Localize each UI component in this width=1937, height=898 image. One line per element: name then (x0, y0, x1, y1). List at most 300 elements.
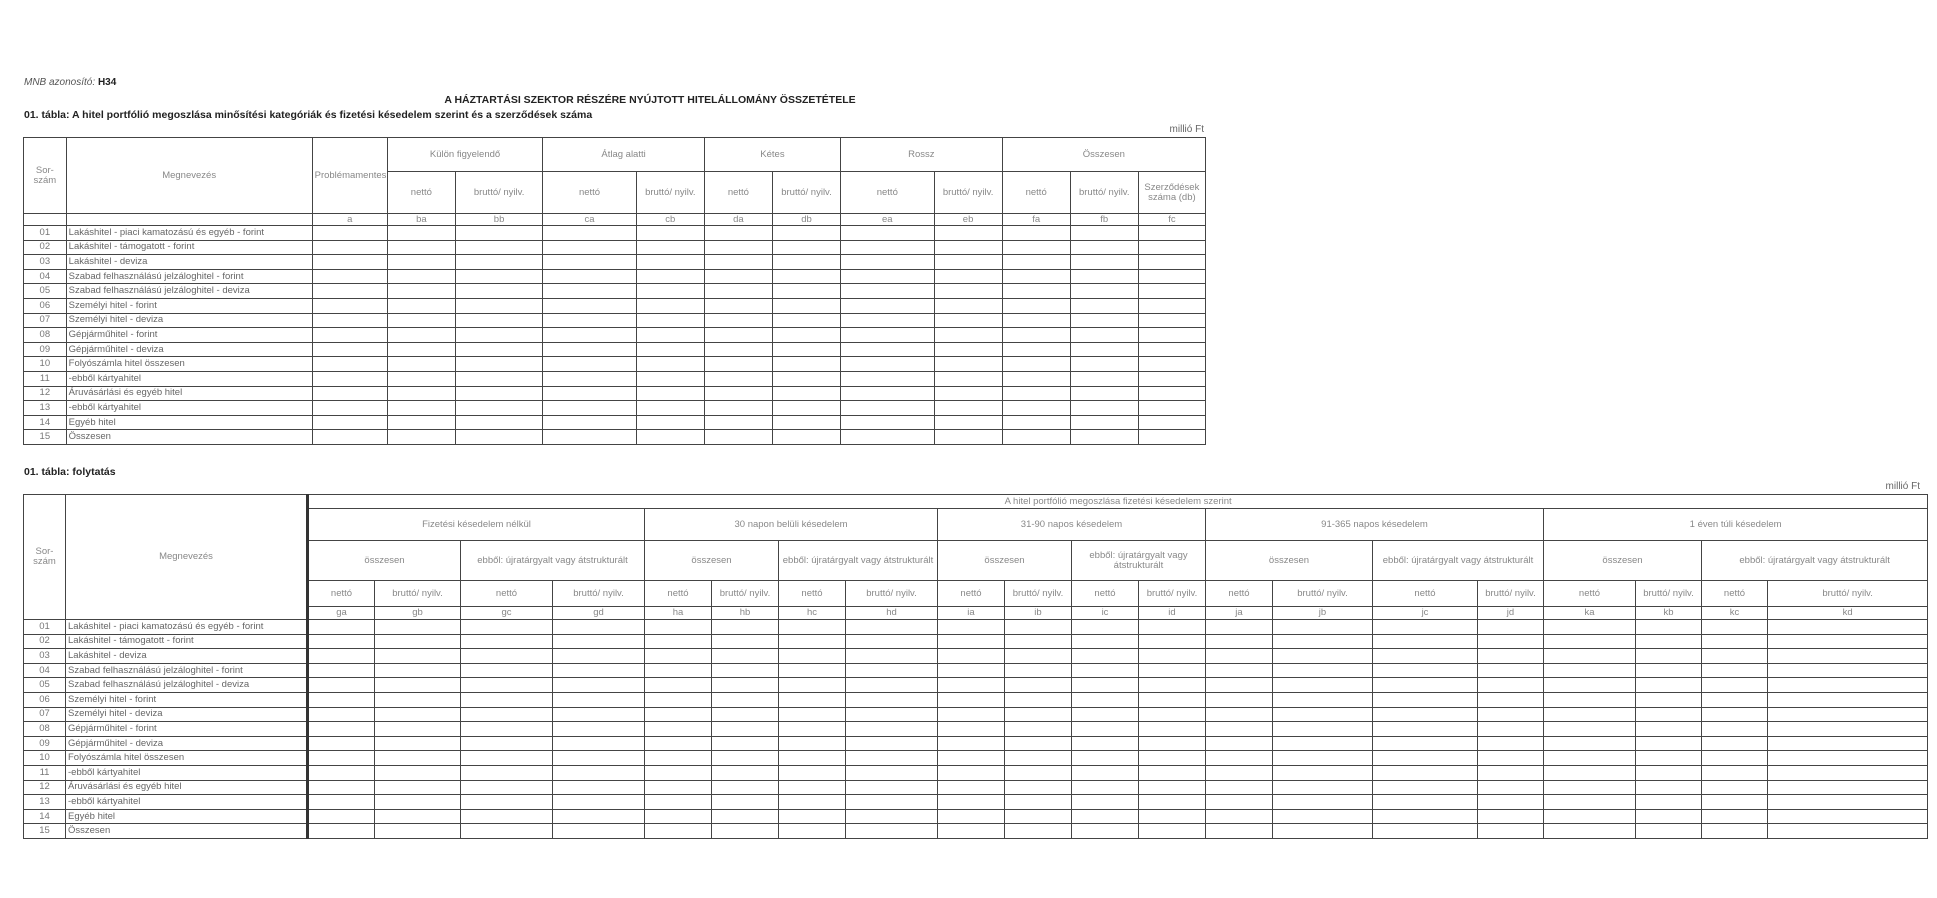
data-cell[interactable] (1139, 736, 1206, 751)
data-cell[interactable] (1478, 649, 1544, 664)
data-cell[interactable] (312, 313, 387, 328)
data-cell[interactable] (1139, 780, 1206, 795)
data-cell[interactable] (1206, 692, 1273, 707)
data-cell[interactable] (934, 371, 1002, 386)
data-cell[interactable] (1768, 649, 1928, 664)
data-cell[interactable] (1005, 736, 1072, 751)
data-cell[interactable] (1768, 692, 1928, 707)
data-cell[interactable] (312, 269, 387, 284)
data-cell[interactable] (1636, 663, 1702, 678)
data-cell[interactable] (461, 765, 553, 780)
data-cell[interactable] (543, 313, 637, 328)
data-cell[interactable] (387, 284, 455, 299)
data-cell[interactable] (1206, 751, 1273, 766)
data-cell[interactable] (1139, 663, 1206, 678)
data-cell[interactable] (543, 386, 637, 401)
data-cell[interactable] (1139, 765, 1206, 780)
data-cell[interactable] (387, 386, 455, 401)
data-cell[interactable] (841, 415, 935, 430)
data-cell[interactable] (712, 634, 779, 649)
data-cell[interactable] (1768, 780, 1928, 795)
data-cell[interactable] (938, 809, 1005, 824)
data-cell[interactable] (1070, 328, 1138, 343)
data-cell[interactable] (772, 284, 840, 299)
data-cell[interactable] (461, 649, 553, 664)
data-cell[interactable] (1005, 692, 1072, 707)
data-cell[interactable] (308, 620, 375, 635)
data-cell[interactable] (841, 269, 935, 284)
data-cell[interactable] (1702, 707, 1768, 722)
data-cell[interactable] (772, 342, 840, 357)
data-cell[interactable] (636, 401, 704, 416)
data-cell[interactable] (636, 298, 704, 313)
data-cell[interactable] (772, 430, 840, 445)
data-cell[interactable] (1005, 634, 1072, 649)
data-cell[interactable] (938, 707, 1005, 722)
data-cell[interactable] (636, 226, 704, 241)
data-cell[interactable] (1072, 692, 1139, 707)
data-cell[interactable] (1702, 649, 1768, 664)
data-cell[interactable] (1273, 824, 1373, 839)
data-cell[interactable] (553, 765, 645, 780)
data-cell[interactable] (712, 751, 779, 766)
data-cell[interactable] (308, 795, 375, 810)
data-cell[interactable] (1478, 765, 1544, 780)
data-cell[interactable] (1139, 722, 1206, 737)
data-cell[interactable] (1702, 620, 1768, 635)
data-cell[interactable] (1139, 692, 1206, 707)
data-cell[interactable] (455, 313, 542, 328)
data-cell[interactable] (934, 386, 1002, 401)
data-cell[interactable] (1072, 663, 1139, 678)
data-cell[interactable] (1373, 692, 1478, 707)
data-cell[interactable] (455, 357, 542, 372)
data-cell[interactable] (1002, 342, 1070, 357)
data-cell[interactable] (1002, 415, 1070, 430)
data-cell[interactable] (387, 342, 455, 357)
data-cell[interactable] (1373, 795, 1478, 810)
data-cell[interactable] (846, 722, 938, 737)
data-cell[interactable] (938, 649, 1005, 664)
data-cell[interactable] (1070, 401, 1138, 416)
data-cell[interactable] (308, 634, 375, 649)
data-cell[interactable] (636, 328, 704, 343)
data-cell[interactable] (1273, 751, 1373, 766)
data-cell[interactable] (1138, 284, 1205, 299)
data-cell[interactable] (1768, 765, 1928, 780)
data-cell[interactable] (1373, 678, 1478, 693)
data-cell[interactable] (779, 663, 846, 678)
data-cell[interactable] (1636, 649, 1702, 664)
data-cell[interactable] (846, 751, 938, 766)
data-cell[interactable] (1206, 649, 1273, 664)
data-cell[interactable] (1072, 824, 1139, 839)
data-cell[interactable] (1070, 284, 1138, 299)
data-cell[interactable] (846, 707, 938, 722)
data-cell[interactable] (1636, 722, 1702, 737)
data-cell[interactable] (934, 415, 1002, 430)
data-cell[interactable] (375, 736, 461, 751)
data-cell[interactable] (543, 328, 637, 343)
data-cell[interactable] (543, 415, 637, 430)
data-cell[interactable] (375, 692, 461, 707)
data-cell[interactable] (543, 401, 637, 416)
data-cell[interactable] (1138, 298, 1205, 313)
data-cell[interactable] (553, 722, 645, 737)
data-cell[interactable] (1072, 795, 1139, 810)
data-cell[interactable] (1702, 678, 1768, 693)
data-cell[interactable] (461, 736, 553, 751)
data-cell[interactable] (455, 342, 542, 357)
data-cell[interactable] (1005, 824, 1072, 839)
data-cell[interactable] (712, 678, 779, 693)
data-cell[interactable] (553, 678, 645, 693)
data-cell[interactable] (461, 663, 553, 678)
data-cell[interactable] (1005, 620, 1072, 635)
data-cell[interactable] (461, 634, 553, 649)
data-cell[interactable] (312, 328, 387, 343)
data-cell[interactable] (712, 692, 779, 707)
data-cell[interactable] (712, 765, 779, 780)
data-cell[interactable] (375, 663, 461, 678)
data-cell[interactable] (387, 269, 455, 284)
data-cell[interactable] (461, 678, 553, 693)
data-cell[interactable] (1138, 401, 1205, 416)
data-cell[interactable] (1138, 386, 1205, 401)
data-cell[interactable] (543, 342, 637, 357)
data-cell[interactable] (1002, 240, 1070, 255)
data-cell[interactable] (308, 707, 375, 722)
data-cell[interactable] (938, 678, 1005, 693)
data-cell[interactable] (1478, 722, 1544, 737)
data-cell[interactable] (553, 620, 645, 635)
data-cell[interactable] (455, 269, 542, 284)
data-cell[interactable] (704, 298, 772, 313)
data-cell[interactable] (387, 357, 455, 372)
data-cell[interactable] (846, 649, 938, 664)
data-cell[interactable] (553, 649, 645, 664)
data-cell[interactable] (455, 371, 542, 386)
data-cell[interactable] (1636, 620, 1702, 635)
data-cell[interactable] (1002, 386, 1070, 401)
data-cell[interactable] (779, 824, 846, 839)
data-cell[interactable] (553, 663, 645, 678)
data-cell[interactable] (1206, 620, 1273, 635)
data-cell[interactable] (712, 663, 779, 678)
data-cell[interactable] (375, 678, 461, 693)
data-cell[interactable] (1478, 634, 1544, 649)
data-cell[interactable] (704, 269, 772, 284)
data-cell[interactable] (1206, 795, 1273, 810)
data-cell[interactable] (1273, 663, 1373, 678)
data-cell[interactable] (645, 649, 712, 664)
data-cell[interactable] (934, 357, 1002, 372)
data-cell[interactable] (779, 692, 846, 707)
data-cell[interactable] (934, 328, 1002, 343)
data-cell[interactable] (308, 765, 375, 780)
data-cell[interactable] (712, 809, 779, 824)
data-cell[interactable] (636, 386, 704, 401)
data-cell[interactable] (1273, 634, 1373, 649)
data-cell[interactable] (1273, 809, 1373, 824)
data-cell[interactable] (1273, 736, 1373, 751)
data-cell[interactable] (1005, 678, 1072, 693)
data-cell[interactable] (1702, 736, 1768, 751)
data-cell[interactable] (461, 707, 553, 722)
data-cell[interactable] (1702, 722, 1768, 737)
data-cell[interactable] (1005, 722, 1072, 737)
data-cell[interactable] (645, 736, 712, 751)
data-cell[interactable] (779, 751, 846, 766)
data-cell[interactable] (312, 240, 387, 255)
data-cell[interactable] (375, 765, 461, 780)
data-cell[interactable] (1273, 795, 1373, 810)
data-cell[interactable] (1138, 313, 1205, 328)
data-cell[interactable] (712, 620, 779, 635)
data-cell[interactable] (1768, 634, 1928, 649)
data-cell[interactable] (1544, 634, 1636, 649)
data-cell[interactable] (1702, 765, 1768, 780)
data-cell[interactable] (779, 620, 846, 635)
data-cell[interactable] (1478, 663, 1544, 678)
data-cell[interactable] (1768, 809, 1928, 824)
data-cell[interactable] (1138, 255, 1205, 270)
data-cell[interactable] (1273, 692, 1373, 707)
data-cell[interactable] (1206, 765, 1273, 780)
data-cell[interactable] (636, 269, 704, 284)
data-cell[interactable] (543, 284, 637, 299)
data-cell[interactable] (636, 284, 704, 299)
data-cell[interactable] (1139, 751, 1206, 766)
data-cell[interactable] (1139, 620, 1206, 635)
data-cell[interactable] (1070, 313, 1138, 328)
data-cell[interactable] (772, 401, 840, 416)
data-cell[interactable] (455, 226, 542, 241)
data-cell[interactable] (1002, 328, 1070, 343)
data-cell[interactable] (312, 415, 387, 430)
data-cell[interactable] (645, 780, 712, 795)
data-cell[interactable] (1206, 707, 1273, 722)
data-cell[interactable] (553, 795, 645, 810)
data-cell[interactable] (1002, 371, 1070, 386)
data-cell[interactable] (1072, 780, 1139, 795)
data-cell[interactable] (1273, 765, 1373, 780)
data-cell[interactable] (645, 809, 712, 824)
data-cell[interactable] (704, 328, 772, 343)
data-cell[interactable] (553, 692, 645, 707)
data-cell[interactable] (1636, 707, 1702, 722)
data-cell[interactable] (553, 707, 645, 722)
data-cell[interactable] (636, 313, 704, 328)
data-cell[interactable] (1544, 765, 1636, 780)
data-cell[interactable] (938, 722, 1005, 737)
data-cell[interactable] (841, 240, 935, 255)
data-cell[interactable] (704, 401, 772, 416)
data-cell[interactable] (1138, 226, 1205, 241)
data-cell[interactable] (1070, 357, 1138, 372)
data-cell[interactable] (387, 240, 455, 255)
data-cell[interactable] (1005, 765, 1072, 780)
data-cell[interactable] (308, 809, 375, 824)
data-cell[interactable] (1702, 824, 1768, 839)
data-cell[interactable] (1373, 809, 1478, 824)
data-cell[interactable] (455, 240, 542, 255)
data-cell[interactable] (455, 298, 542, 313)
data-cell[interactable] (1478, 824, 1544, 839)
data-cell[interactable] (543, 255, 637, 270)
data-cell[interactable] (712, 824, 779, 839)
data-cell[interactable] (1702, 780, 1768, 795)
data-cell[interactable] (846, 634, 938, 649)
data-cell[interactable] (543, 240, 637, 255)
data-cell[interactable] (846, 736, 938, 751)
data-cell[interactable] (1636, 765, 1702, 780)
data-cell[interactable] (1070, 342, 1138, 357)
data-cell[interactable] (712, 736, 779, 751)
data-cell[interactable] (1544, 663, 1636, 678)
data-cell[interactable] (934, 226, 1002, 241)
data-cell[interactable] (1072, 765, 1139, 780)
data-cell[interactable] (779, 795, 846, 810)
data-cell[interactable] (1478, 809, 1544, 824)
data-cell[interactable] (553, 736, 645, 751)
data-cell[interactable] (1544, 795, 1636, 810)
data-cell[interactable] (461, 824, 553, 839)
data-cell[interactable] (772, 313, 840, 328)
data-cell[interactable] (461, 780, 553, 795)
data-cell[interactable] (938, 620, 1005, 635)
data-cell[interactable] (1002, 255, 1070, 270)
data-cell[interactable] (1072, 809, 1139, 824)
data-cell[interactable] (841, 298, 935, 313)
data-cell[interactable] (1373, 824, 1478, 839)
data-cell[interactable] (1768, 736, 1928, 751)
data-cell[interactable] (1070, 415, 1138, 430)
data-cell[interactable] (1544, 722, 1636, 737)
data-cell[interactable] (934, 298, 1002, 313)
data-cell[interactable] (779, 736, 846, 751)
data-cell[interactable] (455, 415, 542, 430)
data-cell[interactable] (1273, 722, 1373, 737)
data-cell[interactable] (312, 401, 387, 416)
data-cell[interactable] (779, 707, 846, 722)
data-cell[interactable] (543, 298, 637, 313)
data-cell[interactable] (1478, 620, 1544, 635)
data-cell[interactable] (841, 342, 935, 357)
data-cell[interactable] (308, 736, 375, 751)
data-cell[interactable] (312, 342, 387, 357)
data-cell[interactable] (712, 649, 779, 664)
data-cell[interactable] (387, 226, 455, 241)
data-cell[interactable] (1002, 298, 1070, 313)
data-cell[interactable] (1005, 649, 1072, 664)
data-cell[interactable] (308, 751, 375, 766)
data-cell[interactable] (1273, 780, 1373, 795)
data-cell[interactable] (1070, 240, 1138, 255)
data-cell[interactable] (1478, 751, 1544, 766)
data-cell[interactable] (1636, 692, 1702, 707)
data-cell[interactable] (1544, 736, 1636, 751)
data-cell[interactable] (1544, 649, 1636, 664)
data-cell[interactable] (1768, 678, 1928, 693)
data-cell[interactable] (645, 765, 712, 780)
data-cell[interactable] (1206, 809, 1273, 824)
data-cell[interactable] (1206, 736, 1273, 751)
data-cell[interactable] (312, 226, 387, 241)
data-cell[interactable] (704, 371, 772, 386)
data-cell[interactable] (455, 255, 542, 270)
data-cell[interactable] (1138, 415, 1205, 430)
data-cell[interactable] (1373, 722, 1478, 737)
data-cell[interactable] (779, 649, 846, 664)
data-cell[interactable] (1373, 751, 1478, 766)
data-cell[interactable] (387, 401, 455, 416)
data-cell[interactable] (636, 255, 704, 270)
data-cell[interactable] (704, 240, 772, 255)
data-cell[interactable] (1544, 809, 1636, 824)
data-cell[interactable] (645, 620, 712, 635)
data-cell[interactable] (308, 722, 375, 737)
data-cell[interactable] (704, 342, 772, 357)
data-cell[interactable] (779, 634, 846, 649)
data-cell[interactable] (553, 824, 645, 839)
data-cell[interactable] (387, 313, 455, 328)
data-cell[interactable] (375, 809, 461, 824)
data-cell[interactable] (1139, 824, 1206, 839)
data-cell[interactable] (387, 298, 455, 313)
data-cell[interactable] (1768, 663, 1928, 678)
data-cell[interactable] (779, 765, 846, 780)
data-cell[interactable] (846, 780, 938, 795)
data-cell[interactable] (1702, 795, 1768, 810)
data-cell[interactable] (1373, 707, 1478, 722)
data-cell[interactable] (1138, 240, 1205, 255)
data-cell[interactable] (1070, 226, 1138, 241)
data-cell[interactable] (841, 386, 935, 401)
data-cell[interactable] (704, 284, 772, 299)
data-cell[interactable] (1070, 430, 1138, 445)
data-cell[interactable] (636, 342, 704, 357)
data-cell[interactable] (645, 692, 712, 707)
data-cell[interactable] (1768, 722, 1928, 737)
data-cell[interactable] (1070, 371, 1138, 386)
data-cell[interactable] (1070, 269, 1138, 284)
data-cell[interactable] (772, 255, 840, 270)
data-cell[interactable] (1273, 649, 1373, 664)
data-cell[interactable] (636, 430, 704, 445)
data-cell[interactable] (1478, 780, 1544, 795)
data-cell[interactable] (846, 692, 938, 707)
data-cell[interactable] (772, 415, 840, 430)
data-cell[interactable] (387, 430, 455, 445)
data-cell[interactable] (1768, 795, 1928, 810)
data-cell[interactable] (934, 240, 1002, 255)
data-cell[interactable] (1373, 765, 1478, 780)
data-cell[interactable] (461, 620, 553, 635)
data-cell[interactable] (841, 401, 935, 416)
data-cell[interactable] (645, 663, 712, 678)
data-cell[interactable] (772, 357, 840, 372)
data-cell[interactable] (1702, 751, 1768, 766)
data-cell[interactable] (846, 809, 938, 824)
data-cell[interactable] (1273, 620, 1373, 635)
data-cell[interactable] (1206, 678, 1273, 693)
data-cell[interactable] (308, 824, 375, 839)
data-cell[interactable] (1206, 780, 1273, 795)
data-cell[interactable] (1138, 430, 1205, 445)
data-cell[interactable] (841, 284, 935, 299)
data-cell[interactable] (1002, 269, 1070, 284)
